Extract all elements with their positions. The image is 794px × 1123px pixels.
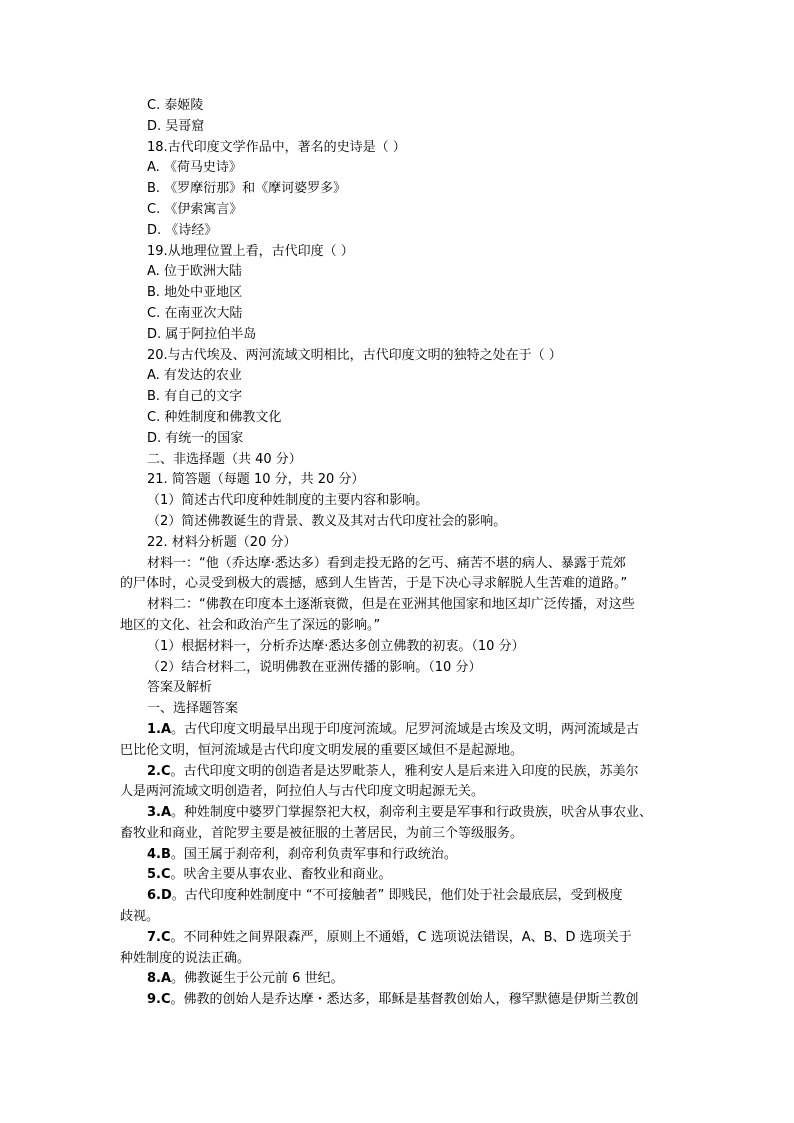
- answer-1-line-1: 1.A。古代印度文明最早出现于印度河流域。尼罗河流域是古埃及文明，两河流域是古: [147, 721, 640, 737]
- option-a-20: A. 有发达的农业: [147, 368, 242, 384]
- answer-6-line-2: 歧视。: [120, 909, 160, 925]
- question-22-heading: 22. 材料分析题（20 分）: [147, 534, 297, 550]
- answer-5-number: 5.C: [147, 867, 171, 883]
- answer-8-number: 8.A: [147, 971, 172, 987]
- option-b-19: B. 地处中亚地区: [147, 285, 243, 301]
- question-19: 19.从地理位置上看，古代印度（ ）: [147, 243, 354, 259]
- answer-section-heading: 一、选择题答案: [147, 701, 239, 717]
- question-21-2: （2）简述佛教诞生的背景、教义及其对古代印度社会的影响。: [147, 513, 507, 529]
- answer-2-line-2: 人是两河流域文明创造者，阿拉伯人与古代印度文明起源无关。: [120, 784, 485, 800]
- option-a-18: A. 《荷马史诗》: [147, 160, 242, 176]
- option-a-19: A. 位于欧洲大陆: [147, 264, 242, 280]
- answer-8-line-1: 8.A。佛教诞生于公元前 6 世纪。: [147, 971, 344, 987]
- answer-4-line-1: 4.B。国王属于刹帝利，刹帝利负责军事和行政统治。: [147, 846, 457, 862]
- option-c-17: C. 泰姬陵: [147, 98, 204, 113]
- option-d-17: D. 吴哥窟: [147, 118, 205, 134]
- document-content: [120, 96, 682, 1011]
- material-2-line-2: 地区的文化、社会和政治产生了深远的影响。”: [120, 617, 381, 633]
- option-b-20: B. 有自己的文字: [147, 389, 243, 405]
- option-c-19: C. 在南亚次大陆: [147, 305, 243, 321]
- answer-3-line-2: 畜牧业和商业，首陀罗主要是被征服的土著居民，为前三个等级服务。: [120, 825, 524, 841]
- answer-9-line-1: 9.C。佛教的创始人是乔达摩・悉达多，耶稣是基督教创始人，穆罕默德是伊斯兰教创: [147, 992, 639, 1008]
- answer-7-line-2: 种姓制度的说法正确。: [120, 950, 251, 966]
- answer-6-number: 6.D: [147, 888, 172, 904]
- answer-1-line-2: 巴比伦文明，恒河流域是古代印度文明发展的重要区域但不是起源地。: [120, 742, 524, 758]
- answer-2-line-1: 2.C。古代印度文明的创造者是达罗毗荼人，雅利安人是后来进入印度的民族，苏美尔: [147, 763, 639, 779]
- answer-9-number: 9.C: [147, 992, 171, 1008]
- answer-2-number: 2.C: [147, 763, 171, 779]
- answer-3-number: 3.A: [147, 805, 172, 821]
- answer-1-number: 1.A: [147, 721, 172, 737]
- option-c-18: C. 《伊索寓言》: [147, 201, 243, 217]
- question-21-1: （1）简述古代印度种姓制度的主要内容和影响。: [147, 493, 429, 509]
- question-22-2: （2）结合材料二，说明佛教在亚洲传播的影响。（10 分）: [147, 659, 482, 675]
- answer-7-line-1: 7.C。不同种姓之间界限森严，原则上不通婚，C 选项说法错误，A、B、D 选项关于: [147, 929, 632, 945]
- question-20: 20.与古代埃及、两河流域文明相比，古代印度文明的独特之处在于（ ）: [147, 347, 562, 363]
- option-d-18: D. 《诗经》: [147, 222, 218, 238]
- option-b-18: B. 《罗摩衍那》和《摩诃婆罗多》: [147, 181, 347, 197]
- answer-title: 答案及解析: [147, 680, 213, 696]
- question-21-heading: 21. 简答题（每题 10 分，共 20 分）: [147, 472, 365, 488]
- material-2-line-1: 材料二：“佛教在印度本土逐渐衰微，但是在亚洲其他国家和地区却广泛传播，对这些: [147, 597, 635, 613]
- material-1-line-2: 的尸体时，心灵受到极大的震撼，感到人生皆苦，于是下决心寻求解脱人生苦难的道路。”: [120, 576, 628, 592]
- section-non-choice-heading: 二、非选择题（共 40 分）: [147, 451, 302, 467]
- answer-4-number: 4.B: [147, 846, 171, 862]
- answer-6-line-1: 6.D。古代印度种姓制度中 “不可接触者” 即贱民，他们处于社会最底层，受到极度: [147, 888, 623, 904]
- option-d-20: D. 有统一的国家: [147, 430, 244, 446]
- answer-7-number: 7.C: [147, 929, 171, 945]
- material-1-line-1: 材料一：“他（乔达摩·悉达多）看到走投无路的乞丐、痛苦不堪的病人、暴露于荒郊: [147, 555, 626, 571]
- question-22-1: （1）根据材料一，分析乔达摩·悉达多创立佛教的初衷。（10 分）: [147, 638, 525, 654]
- option-d-19: D. 属于阿拉伯半岛: [147, 326, 257, 342]
- option-c-20: C. 种姓制度和佛教文化: [147, 409, 282, 425]
- answer-5-line-1: 5.C。吠舍主要从事农业、畜牧业和商业。: [147, 867, 392, 883]
- answer-3-line-1: 3.A。种姓制度中婆罗门掌握祭祀大权，刹帝利主要是军事和行政贵族，吠舍从事农业、: [147, 805, 653, 821]
- question-18: 18.古代印度文学作品中，著名的史诗是（ ）: [147, 139, 406, 155]
